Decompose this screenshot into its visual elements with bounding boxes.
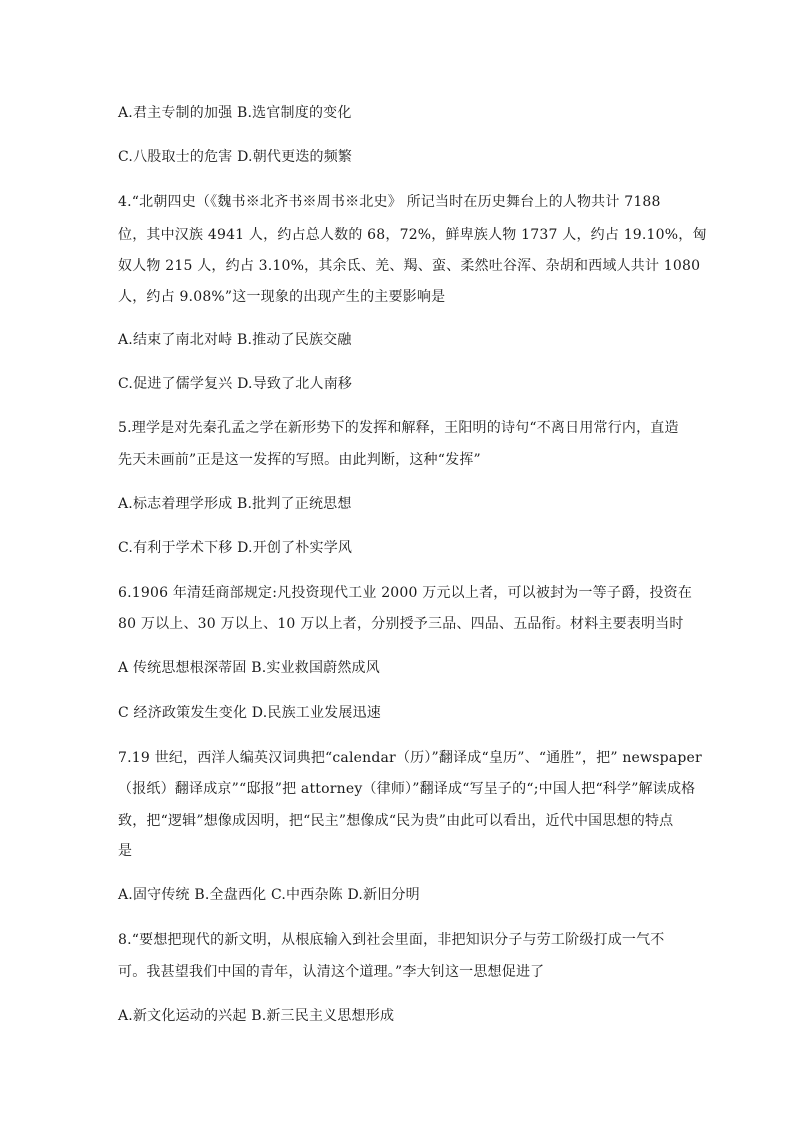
option-line: A.结束了南北对峙 B.推动了民族交融 bbox=[118, 332, 352, 348]
option-line: A 传统思想根深蒂固 B.实业救国蔚然成风 bbox=[118, 660, 380, 676]
option-line: A.标志着理学形成 B.批判了正统思想 bbox=[118, 496, 352, 512]
option-line: C 经济政策发生变化 D.民族工业发展迅速 bbox=[118, 705, 381, 721]
option-line: A.新文化运动的兴起 B.新三民主义思想形成 bbox=[118, 1008, 395, 1024]
question-8-text: 可。我甚望我们中国的青年，认清这个道理。”李大钊这一思想促进了 bbox=[118, 964, 545, 980]
question-8-text: 8.“要想把现代的新文明，从根底输入到社会里面，非把知识分子与劳工阶级打成一气不 bbox=[118, 932, 665, 948]
question-6-text: 6.1906 年清廷商部规定:凡投资现代工业 2000 万元以上者，可以被封为一等子爵，投资在 bbox=[118, 585, 693, 601]
option-line: C.有利于学术下移 D.开创了朴实学风 bbox=[118, 540, 353, 556]
question-7-text: 是 bbox=[118, 843, 133, 859]
option-line: C.八股取士的危害 D.朝代更迭的频繁 bbox=[118, 149, 353, 165]
option-line: C.促进了儒学复兴 D.导致了北人南移 bbox=[118, 376, 353, 392]
question-7-text: 7.19 世纪，西洋人编英汉词典把“calendar（历）”翻译成“皇历”、“通胜”，把” newspaper bbox=[118, 750, 702, 766]
question-7-text: 致，把“逻辑”想像成因明，把“民主”想像成“民为贵”由此可以看出，近代中国思想的特点 bbox=[118, 813, 674, 829]
question-4-text: 4.“北朝四史（《魏书※北齐书※周书※北史》 所记当时在历史舞台上的人物共计 7188 bbox=[118, 194, 661, 210]
question-5-text: 5.理学是对先秦孔孟之学在新形势下的发挥和解释，王阳明的诗句“不离日用常行内，直造 bbox=[118, 420, 679, 436]
option-line: A.君主专制的加强 B.选官制度的变化 bbox=[118, 105, 352, 121]
option-line: A.固守传统 B.全盘西化 C.中西杂陈 D.新旧分明 bbox=[118, 887, 420, 903]
question-6-text: 80 万以上、30 万以上、10 万以上者，分别授予三品、四品、五品衔。材料主要表明当时 bbox=[118, 616, 684, 632]
question-4-text: 人，约占 9.08%”这一现象的出现产生的主要影响是 bbox=[118, 289, 446, 305]
question-4-text: 位，其中汉族 4941 人，约占总人数的 68，72%，鲜卑族人物 1737 人，约占 19.10%，匈 bbox=[118, 227, 707, 243]
question-7-text: （报纸）翻译成京”“邸报”把 attorney（律师）”翻译成“写呈子的“;中国人把“科学”解读成格 bbox=[118, 781, 696, 797]
question-5-text: 先天未画前”正是这一发挥的写照。由此判断，这种“发挥” bbox=[118, 452, 481, 468]
question-4-text: 奴人物 215 人，约占 3.10%，其余氐、羌、羯、蛮、柔然吐谷浑、杂胡和西域人共计 1080 bbox=[118, 258, 701, 274]
